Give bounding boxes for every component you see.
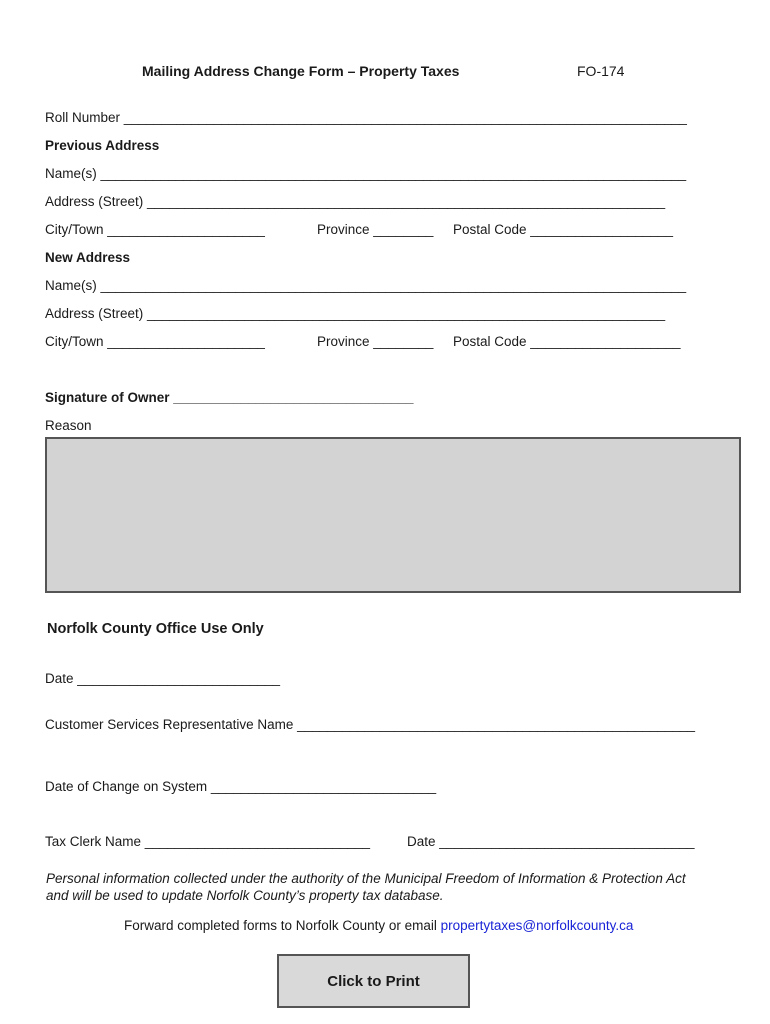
new-postal-field[interactable]: Postal Code ____________________	[453, 334, 681, 349]
privacy-notice-line2: and will be used to update Norfolk County’s property tax database.	[46, 888, 444, 903]
print-button[interactable]: Click to Print	[277, 954, 470, 1008]
previous-postal-field[interactable]: Postal Code ___________________	[453, 222, 673, 237]
office-date-field[interactable]: Date ___________________________	[45, 671, 280, 686]
forward-text: Forward completed forms to Norfolk County or email	[124, 918, 441, 933]
tax-clerk-name-field[interactable]: Tax Clerk Name ______________________________	[45, 834, 371, 849]
form-title: Mailing Address Change Form – Property Taxes	[142, 63, 460, 79]
office-use-heading: Norfolk County Office Use Only	[47, 621, 264, 637]
previous-city-field[interactable]: City/Town _____________________	[45, 222, 265, 237]
roll-number-field[interactable]: Roll Number ___________________________________________________________________________	[45, 110, 687, 125]
new-province-field[interactable]: Province ________	[317, 334, 434, 349]
reason-textarea[interactable]	[45, 437, 741, 593]
previous-address-heading: Previous Address	[45, 138, 160, 153]
date-of-change-field[interactable]: Date of Change on System ______________________________	[45, 779, 437, 794]
email-link[interactable]: propertytaxes@norfolkcounty.ca	[440, 918, 634, 933]
previous-names-field[interactable]: Name(s) ______________________________________________________________________________	[45, 166, 687, 181]
new-street-field[interactable]: Address (Street) _____________________________________________________________________	[45, 306, 666, 321]
forward-instructions	[124, 918, 633, 933]
csr-name-field[interactable]: Customer Services Representative Name _____________________________________________________	[45, 717, 696, 732]
reason-label: Reason	[45, 418, 92, 433]
new-names-field[interactable]: Name(s) ______________________________________________________________________________	[45, 278, 687, 293]
previous-province-field[interactable]: Province ________	[317, 222, 434, 237]
previous-street-field[interactable]: Address (Street) _____________________________________________________________________	[45, 194, 666, 209]
new-city-field[interactable]: City/Town _____________________	[45, 334, 265, 349]
signature-field[interactable]: Signature of Owner ________________________________	[45, 390, 414, 405]
new-address-heading: New Address	[45, 250, 131, 265]
form-code: FO-174	[577, 63, 625, 79]
privacy-notice-line1: Personal information collected under the authority of the Municipal Freedom of Information & Protection Act	[46, 871, 686, 886]
tax-clerk-date-field[interactable]: Date __________________________________	[407, 834, 695, 849]
